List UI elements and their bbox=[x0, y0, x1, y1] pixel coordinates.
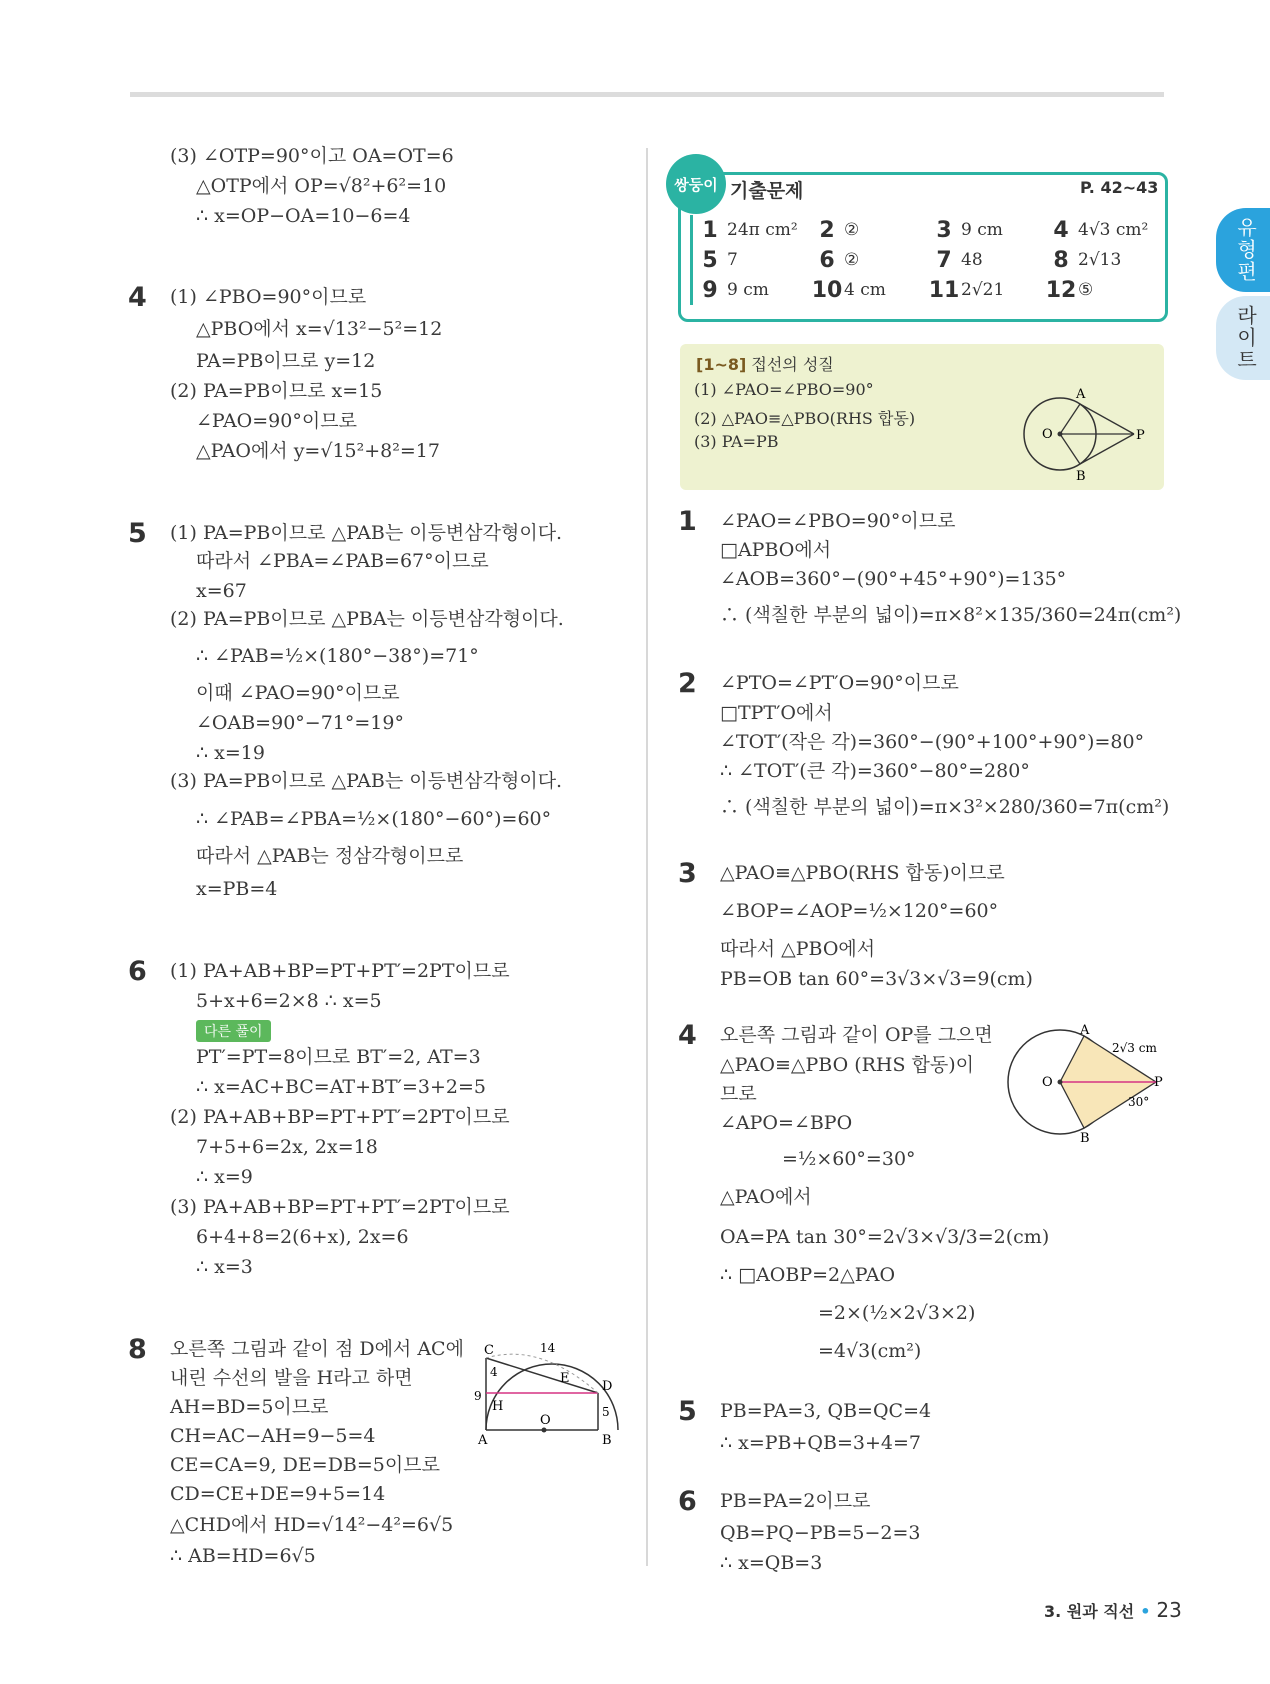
answer-value: 4 cm bbox=[844, 280, 886, 300]
answer-value: 4√3 cm² bbox=[1078, 220, 1149, 240]
answer-value: 24π cm² bbox=[727, 220, 798, 240]
text-line: ∴ ∠PAB=½×(180°−38°)=71° bbox=[196, 645, 479, 667]
answer-grid bbox=[690, 215, 1163, 305]
text-line: △PAO≡△PBO (RHS 합동)이 bbox=[720, 1054, 975, 1076]
problem-number: 4 bbox=[678, 1020, 697, 1051]
property-line: (2) △PAO≡△PBO(RHS 합동) bbox=[694, 409, 916, 428]
answer-value: 48 bbox=[961, 250, 983, 270]
quadrilateral-tangent-figure bbox=[1000, 1022, 1170, 1142]
label-14: 14 bbox=[540, 1341, 556, 1355]
text-line: □APBO에서 bbox=[720, 539, 832, 561]
label-o: O bbox=[1042, 427, 1053, 442]
text-line: 오른쪽 그림과 같이 점 D에서 AC에 bbox=[170, 1338, 464, 1360]
text-line: ∴ x=PB+QB=3+4=7 bbox=[720, 1432, 921, 1454]
answer-number: 10 bbox=[811, 277, 843, 303]
text-line: △PAO≡△PBO(RHS 합동)이므로 bbox=[720, 862, 1005, 884]
label-angle: 30° bbox=[1128, 1095, 1150, 1109]
label-b: B bbox=[1076, 469, 1086, 484]
label-o: O bbox=[540, 1413, 551, 1428]
answer-number: 9 bbox=[702, 277, 718, 303]
tangent-property-figure bbox=[1018, 384, 1158, 484]
answer-row bbox=[693, 275, 1163, 305]
text-line: 따라서 △PBO에서 bbox=[720, 938, 876, 960]
text-line: ∠AOB=360°−(90°+45°+90°)=135° bbox=[720, 568, 1067, 590]
column-divider bbox=[646, 148, 648, 1566]
label-b: B bbox=[1080, 1131, 1090, 1142]
text-line: ∴ ∠PAB=∠PBA=½×(180°−60°)=60° bbox=[196, 808, 552, 830]
text-line: △PAO에서 y=√15²+8²=17 bbox=[196, 440, 440, 462]
answer-number: 3 bbox=[936, 217, 952, 243]
text-line: ∠TOT′(작은 각)=360°−(90°+100°+90°)=80° bbox=[720, 731, 1145, 753]
label-c: C bbox=[484, 1343, 494, 1358]
problem-number: 5 bbox=[678, 1396, 697, 1427]
text-line: ∴ (색칠한 부분의 넓이)=π×8²×135/360=24π(cm²) bbox=[720, 604, 1182, 626]
problem-number: 2 bbox=[678, 668, 697, 699]
problem-number: 6 bbox=[678, 1486, 697, 1517]
text-line: PB=PA=2이므로 bbox=[720, 1490, 871, 1512]
text-line: PT′=PT=8이므로 BT′=2, AT=3 bbox=[196, 1046, 481, 1068]
text-line: 이때 ∠PAO=90°이므로 bbox=[196, 682, 400, 704]
label-a: A bbox=[478, 1433, 488, 1448]
label-d: D bbox=[602, 1379, 613, 1394]
text-line: ∴ ∠TOT′(큰 각)=360°−80°=280° bbox=[720, 760, 1030, 782]
text-line: △CHD에서 HD=√14²−4²=6√5 bbox=[170, 1514, 454, 1536]
problem-number: 8 bbox=[128, 1334, 147, 1365]
text-line: PA=PB이므로 y=12 bbox=[196, 350, 376, 372]
text-line: ∠OAB=90°−71°=19° bbox=[196, 712, 404, 734]
text-line: (3) PA=PB이므로 △PAB는 이등변삼각형이다. bbox=[170, 770, 563, 792]
text-line: CE=CA=9, DE=DB=5이므로 bbox=[170, 1454, 440, 1476]
text-line: =4√3(cm²) bbox=[818, 1340, 922, 1362]
text-line: 7+5+6=2x, 2x=18 bbox=[196, 1136, 378, 1158]
problem-number: 5 bbox=[128, 518, 147, 549]
text-line: ∠BOP=∠AOP=½×120°=60° bbox=[720, 900, 999, 922]
alt-solution-tag: 다른 풀이 bbox=[196, 1020, 271, 1042]
text-line: □TPT′O에서 bbox=[720, 702, 833, 724]
text-line: 5+x+6=2×8 ∴ x=5 bbox=[196, 990, 382, 1012]
text-line: 므로 bbox=[720, 1083, 757, 1105]
answer-number: 12 bbox=[1045, 277, 1077, 303]
text-line: ∴ x=AC+BC=AT+BT′=3+2=5 bbox=[196, 1076, 486, 1098]
chapter-label: 3. 원과 직선 bbox=[1044, 1602, 1135, 1621]
answer-number: 8 bbox=[1053, 247, 1069, 273]
answer-number: 11 bbox=[928, 277, 960, 303]
text-line: ∠APO=∠BPO bbox=[720, 1112, 853, 1134]
text-line: (3) PA+AB+BP=PT+PT′=2PT이므로 bbox=[170, 1196, 510, 1218]
text-line: CD=CE+DE=9+5=14 bbox=[170, 1483, 386, 1505]
text-line: ∴ □AOBP=2△PAO bbox=[720, 1264, 896, 1286]
text-line: (2) PA+AB+BP=PT+PT′=2PT이므로 bbox=[170, 1106, 510, 1128]
answer-value: 2√13 bbox=[1078, 250, 1122, 270]
answer-title: 기출문제 bbox=[730, 180, 804, 202]
text-line: 오른쪽 그림과 같이 OP를 그으면 bbox=[720, 1024, 993, 1046]
side-tab-type[interactable]: 유형편 bbox=[1216, 208, 1270, 292]
text-line: (1) PA+AB+BP=PT+PT′=2PT이므로 bbox=[170, 960, 510, 982]
side-tab-lite[interactable]: 라이트 bbox=[1216, 296, 1270, 380]
page-number: 23 bbox=[1156, 1598, 1182, 1622]
text-line: =½×60°=30° bbox=[782, 1148, 916, 1170]
text-line: x=PB=4 bbox=[196, 878, 278, 900]
label-p: P bbox=[1154, 1075, 1163, 1090]
text-line: x=67 bbox=[196, 580, 247, 602]
text-line: (2) PA=PB이므로 x=15 bbox=[170, 380, 383, 402]
text-line: ∴ x=19 bbox=[196, 742, 265, 764]
text-line: 따라서 △PAB는 정삼각형이므로 bbox=[196, 845, 464, 867]
text-line: AH=BD=5이므로 bbox=[170, 1396, 329, 1418]
label-length: 2√3 cm bbox=[1112, 1041, 1157, 1055]
bullet-icon: • bbox=[1140, 1602, 1151, 1621]
semicircle-tangent-figure bbox=[470, 1338, 620, 1448]
answer-value: 2√21 bbox=[961, 280, 1005, 300]
label-a: A bbox=[1076, 387, 1086, 402]
problem-number: 6 bbox=[128, 956, 147, 987]
answer-number: 1 bbox=[702, 217, 718, 243]
text-line: ∴ x=QB=3 bbox=[720, 1552, 823, 1574]
answer-value: 7 bbox=[727, 250, 738, 270]
text-line: =2×(½×2√3×2) bbox=[818, 1302, 976, 1324]
problem-number: 3 bbox=[678, 858, 697, 889]
text-line: 내린 수선의 발을 H라고 하면 bbox=[170, 1367, 413, 1389]
text-line: (2) PA=PB이므로 △PBA는 이등변삼각형이다. bbox=[170, 608, 564, 630]
answer-row bbox=[693, 245, 1163, 275]
label-e: E bbox=[560, 1371, 570, 1386]
problem-number: 1 bbox=[678, 506, 697, 537]
answer-number: 5 bbox=[702, 247, 718, 273]
label-p: P bbox=[1136, 428, 1145, 443]
answer-value: ⑤ bbox=[1078, 280, 1094, 300]
text-line: △PAO에서 bbox=[720, 1186, 812, 1208]
property-title: 접선의 성질 bbox=[751, 355, 834, 374]
answer-row bbox=[693, 215, 1163, 245]
text-line: (1) ∠PBO=90°이므로 bbox=[170, 286, 367, 308]
text-line: ∴ x=9 bbox=[196, 1166, 253, 1188]
text-line: PB=OB tan 60°=3√3×√3=9(cm) bbox=[720, 968, 1033, 990]
text-line: ∴ x=OP−OA=10−6=4 bbox=[196, 205, 411, 227]
answer-number: 7 bbox=[936, 247, 952, 273]
answer-page-range: P. 42~43 bbox=[1080, 178, 1159, 197]
text-line: ∴ (색칠한 부분의 넓이)=π×3²×280/360=7π(cm²) bbox=[720, 796, 1170, 818]
property-heading bbox=[696, 352, 834, 375]
text-line: ∴ AB=HD=6√5 bbox=[170, 1545, 316, 1567]
text-line: (3) ∠OTP=90°이고 OA=OT=6 bbox=[170, 145, 454, 167]
answer-number: 6 bbox=[819, 247, 835, 273]
text-line: PB=PA=3, QB=QC=4 bbox=[720, 1400, 932, 1422]
answer-number: 4 bbox=[1053, 217, 1069, 243]
answer-number: 2 bbox=[819, 217, 835, 243]
label-b: B bbox=[602, 1433, 612, 1448]
text-line: ∠PAO=∠PBO=90°이므로 bbox=[720, 510, 956, 532]
text-line: OA=PA tan 30°=2√3×√3/3=2(cm) bbox=[720, 1226, 1050, 1248]
text-line: ∠PTO=∠PT′O=90°이므로 bbox=[720, 672, 959, 694]
text-line: △PBO에서 x=√13²−5²=12 bbox=[196, 318, 443, 340]
answer-value: 9 cm bbox=[727, 280, 769, 300]
property-range: [1~8] bbox=[696, 355, 747, 374]
label-9: 9 bbox=[474, 1389, 482, 1403]
text-line: 따라서 ∠PBA=∠PAB=67°이므로 bbox=[196, 550, 489, 572]
text-line: QB=PQ−PB=5−2=3 bbox=[720, 1522, 921, 1544]
text-line: ∠PAO=90°이므로 bbox=[196, 410, 357, 432]
answer-value: 9 cm bbox=[961, 220, 1003, 240]
page-footer bbox=[1044, 1598, 1182, 1622]
property-line: (1) ∠PAO=∠PBO=90° bbox=[694, 380, 874, 399]
answer-value: ② bbox=[844, 220, 860, 240]
text-line: CH=AC−AH=9−5=4 bbox=[170, 1425, 376, 1447]
property-line: (3) PA=PB bbox=[694, 432, 779, 451]
text-line: (1) PA=PB이므로 △PAB는 이등변삼각형이다. bbox=[170, 522, 563, 544]
label-h: H bbox=[492, 1399, 504, 1414]
twin-badge: 쌍둥이 bbox=[666, 154, 726, 214]
problem-number: 4 bbox=[128, 282, 147, 313]
label-o: O bbox=[1042, 1075, 1053, 1090]
text-line: ∴ x=3 bbox=[196, 1256, 253, 1278]
label-a: A bbox=[1080, 1023, 1090, 1038]
top-rule bbox=[130, 92, 1164, 97]
text-line: 6+4+8=2(6+x), 2x=6 bbox=[196, 1226, 409, 1248]
text-line: △OTP에서 OP=√8²+6²=10 bbox=[196, 175, 447, 197]
label-4: 4 bbox=[490, 1365, 498, 1379]
label-5: 5 bbox=[602, 1405, 610, 1419]
answer-value: ② bbox=[844, 250, 860, 270]
